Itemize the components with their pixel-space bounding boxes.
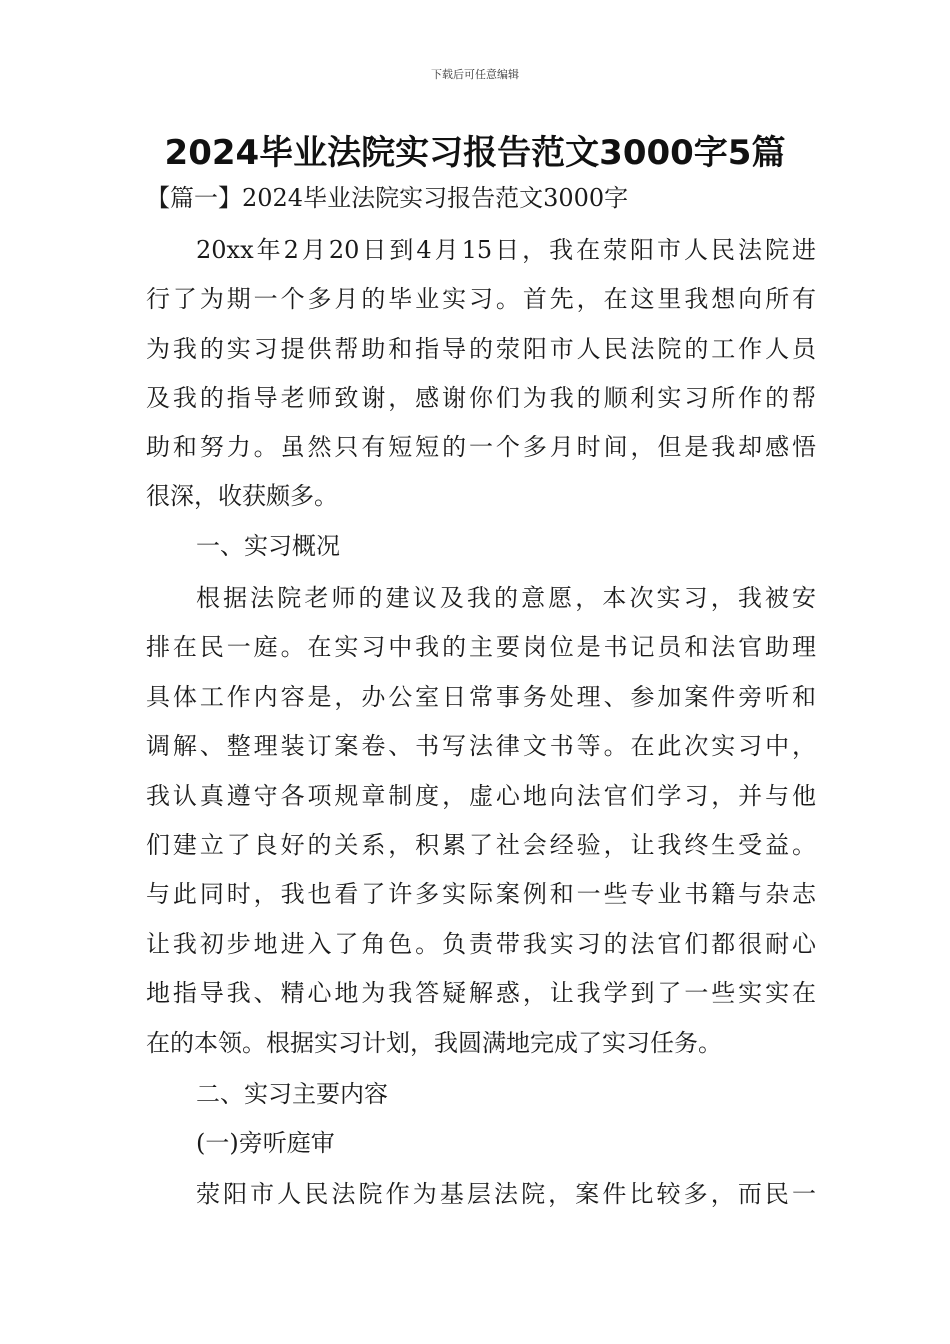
section-subtitle: 【篇一】2024毕业法院实习报告范文3000字	[146, 184, 629, 212]
paragraph-line: 我认真遵守各项规章制度，虚心地向法官们学习，并与他	[146, 782, 816, 810]
section-heading: 一、实习概况	[196, 532, 340, 560]
paragraph-line: 及我的指导老师致谢，感谢你们为我的顺利实习所作的帮	[146, 384, 816, 412]
header-note: 下载后可任意编辑	[431, 68, 519, 81]
paragraph-line: 根据法院老师的建议及我的意愿，本次实习，我被安	[196, 584, 816, 612]
paragraph-line: 与此同时，我也看了许多实际案例和一些专业书籍与杂志	[146, 880, 816, 908]
subsection-heading: (一)旁听庭审	[196, 1129, 335, 1157]
paragraph-line: 助和努力。虽然只有短短的一个多月时间，但是我却感悟	[146, 433, 816, 461]
paragraph-line: 排在民一庭。在实习中我的主要岗位是书记员和法官助理	[146, 633, 816, 661]
paragraph-line: 在的本领。根据实习计划，我圆满地完成了实习任务。	[146, 1029, 722, 1057]
paragraph-line: 为我的实习提供帮助和指导的荥阳市人民法院的工作人员	[146, 335, 816, 363]
paragraph-line: 让我初步地进入了角色。负责带我实习的法官们都很耐心	[146, 930, 816, 958]
paragraph-line: 具体工作内容是，办公室日常事务处理、参加案件旁听和	[146, 683, 816, 711]
document-title: 2024毕业法院实习报告范文3000字5篇	[164, 133, 786, 173]
paragraph-line: 地指导我、精心地为我答疑解惑，让我学到了一些实实在	[146, 979, 816, 1007]
paragraph-line: 行了为期一个多月的毕业实习。首先，在这里我想向所有	[146, 285, 816, 313]
paragraph-line: 20xx年2月20日到4月15日，我在荥阳市人民法院进	[196, 236, 816, 264]
paragraph-line: 调解、整理装订案卷、书写法律文书等。在此次实习中，	[146, 732, 816, 760]
paragraph-line: 很深，收获颇多。	[146, 482, 338, 510]
section-heading: 二、实习主要内容	[196, 1080, 388, 1108]
paragraph-line: 们建立了良好的关系，积累了社会经验，让我终生受益。	[146, 831, 816, 859]
paragraph-line: 荥阳市人民法院作为基层法院，案件比较多，而民一	[196, 1180, 816, 1208]
